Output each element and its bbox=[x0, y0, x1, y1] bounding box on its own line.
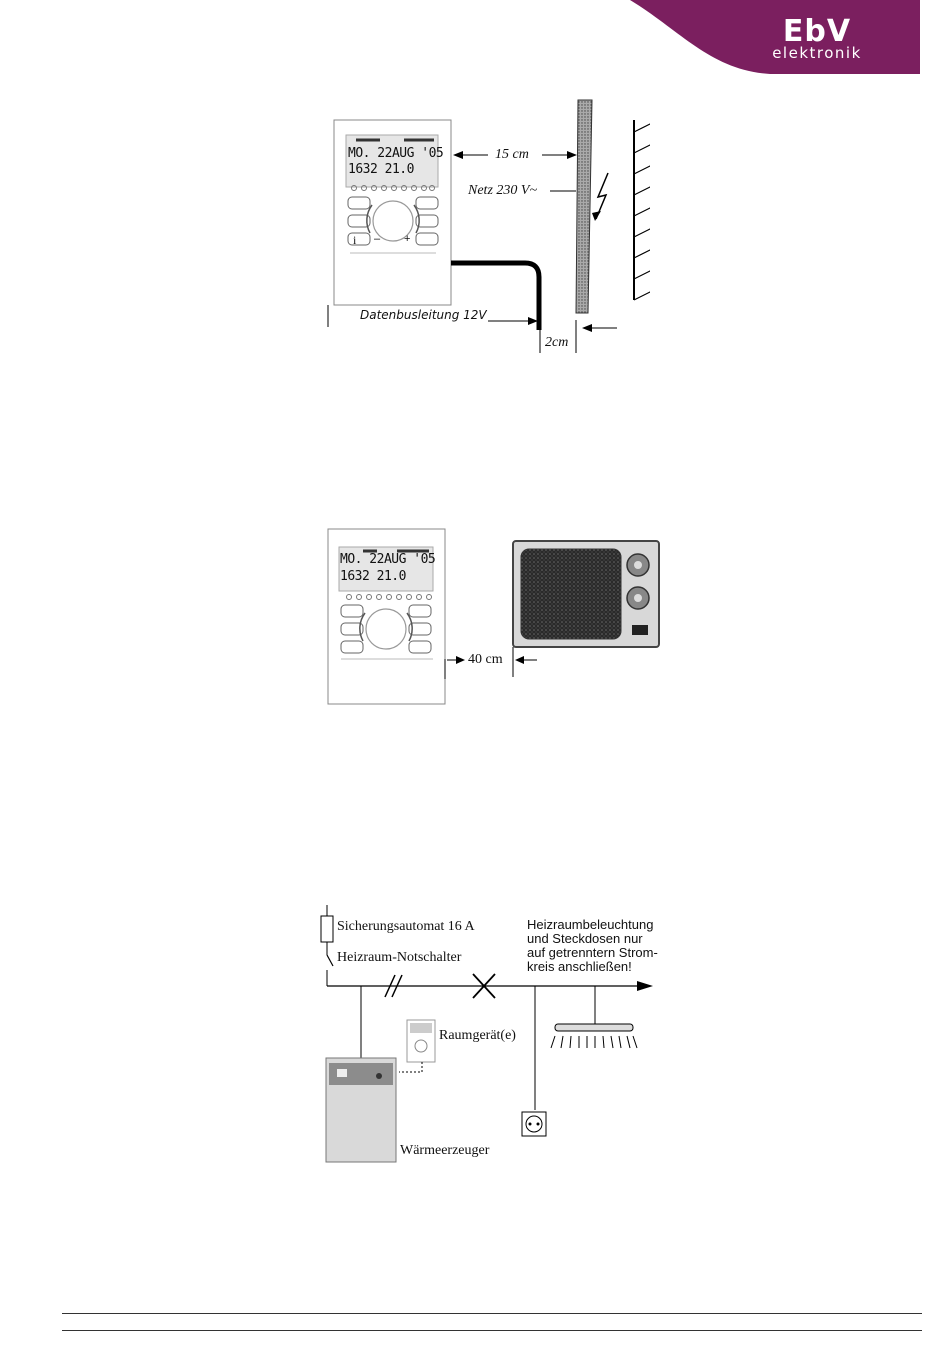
figure1-drawing bbox=[320, 95, 650, 365]
label-distance-2cm: 2cm bbox=[545, 335, 569, 350]
label-distance-15cm: 15 cm bbox=[495, 147, 529, 162]
note-line: Heizraumbeleuchtung bbox=[527, 917, 654, 932]
label-distance-40cm: 40 cm bbox=[468, 652, 503, 667]
logo-subtitle: elektronik bbox=[772, 44, 862, 62]
label-room-devices: Raumgerät(e) bbox=[439, 1028, 516, 1043]
device-plus-label: + bbox=[404, 233, 411, 245]
television bbox=[513, 541, 659, 647]
footer-rule-top bbox=[62, 1313, 922, 1314]
breaker-symbol bbox=[321, 916, 333, 942]
lamp-icon bbox=[555, 1024, 633, 1031]
device-info-label: i bbox=[353, 233, 357, 247]
label-bus-cable: Datenbusleitung 12V bbox=[360, 308, 487, 322]
note-line: und Steckdosen nur bbox=[527, 931, 643, 946]
logo-title: EbV bbox=[782, 14, 852, 49]
device-minus-label: – bbox=[374, 233, 381, 245]
footer-rule-bottom bbox=[62, 1330, 922, 1331]
note-line: kreis anschließen! bbox=[527, 959, 632, 974]
device-display-line1: MO. 22AUG '05 bbox=[348, 146, 444, 161]
label-mains-230v: Netz 230 V~ bbox=[468, 183, 538, 198]
device-display bbox=[346, 135, 438, 187]
label-emergency-switch: Heizraum-Notschalter bbox=[337, 950, 462, 965]
note-line: auf getrenntern Strom- bbox=[527, 945, 658, 960]
label-heat-generator: Wärmeerzeuger bbox=[400, 1143, 490, 1158]
device2-display-line1: MO. 22AUG '05 bbox=[340, 552, 436, 567]
label-breaker: Sicherungsautomat 16 A bbox=[337, 919, 475, 934]
device-display-line2: 1632 21.0 bbox=[348, 162, 414, 177]
note-separate-circuit bbox=[527, 918, 658, 974]
mains-wall bbox=[576, 100, 592, 313]
emergency-switch-symbol bbox=[327, 955, 333, 966]
device2-display-line2: 1632 21.0 bbox=[340, 569, 406, 584]
